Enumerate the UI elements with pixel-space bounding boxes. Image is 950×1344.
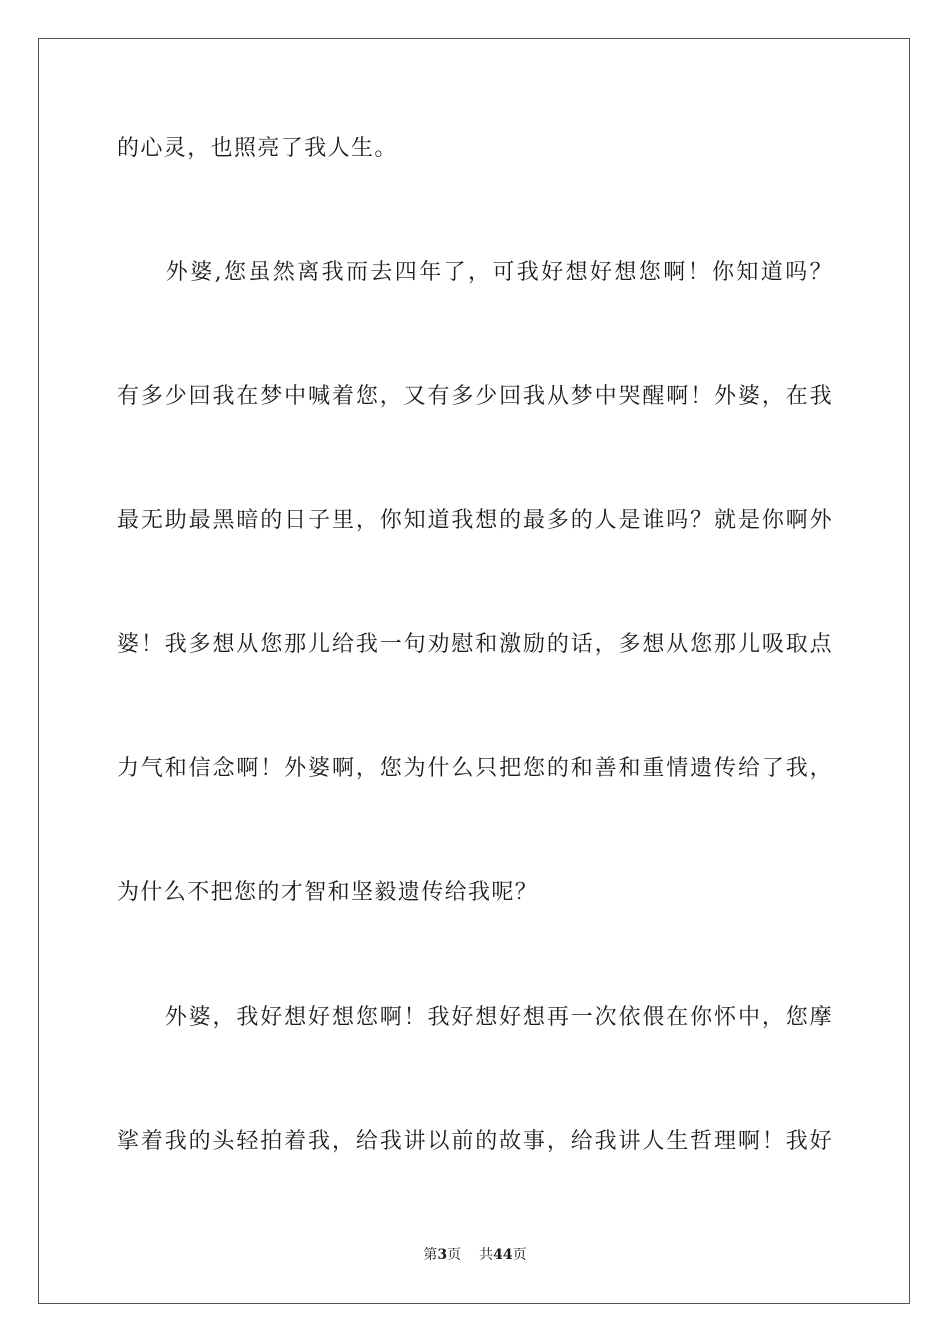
- footer-page-number: 3: [437, 1247, 448, 1263]
- body-line-3: 有多少回我在梦中喊着您，又有多少回我从梦中哭醒啊！外婆，在我: [117, 384, 833, 409]
- body-line-1: 的心灵，也照亮了我人生。: [117, 136, 398, 161]
- body-line-5: 婆！我多想从您那儿给我一句劝慰和激励的话，多想从您那儿吸取点: [117, 632, 833, 657]
- footer-total-suffix: 页: [512, 1247, 527, 1263]
- body-line-9: 挲着我的头轻拍着我，给我讲以前的故事，给我讲人生哲理啊！我好: [117, 1129, 833, 1154]
- body-line-2: 外婆,您虽然离我而去四年了，可我好想好想您啊！你知道吗？: [117, 260, 833, 285]
- page-border: [38, 38, 910, 1304]
- page-footer: [0, 1245, 950, 1265]
- body-line-7: 为什么不把您的才智和坚毅遗传给我呢？: [117, 880, 539, 905]
- body-line-6: 力气和信念啊！外婆啊，您为什么只把您的和善和重情遗传给了我，: [117, 756, 833, 781]
- footer-total-pages: 44: [493, 1247, 513, 1263]
- footer-page-suffix: 页: [447, 1247, 462, 1263]
- footer-total-prefix: 共: [479, 1247, 494, 1263]
- body-line-4: 最无助最黑暗的日子里，你知道我想的最多的人是谁吗？就是你啊外: [117, 508, 833, 533]
- footer-page-prefix: 第: [423, 1247, 438, 1263]
- body-line-8: 外婆，我好想好想您啊！我好想好想再一次依偎在你怀中，您摩: [117, 1005, 833, 1030]
